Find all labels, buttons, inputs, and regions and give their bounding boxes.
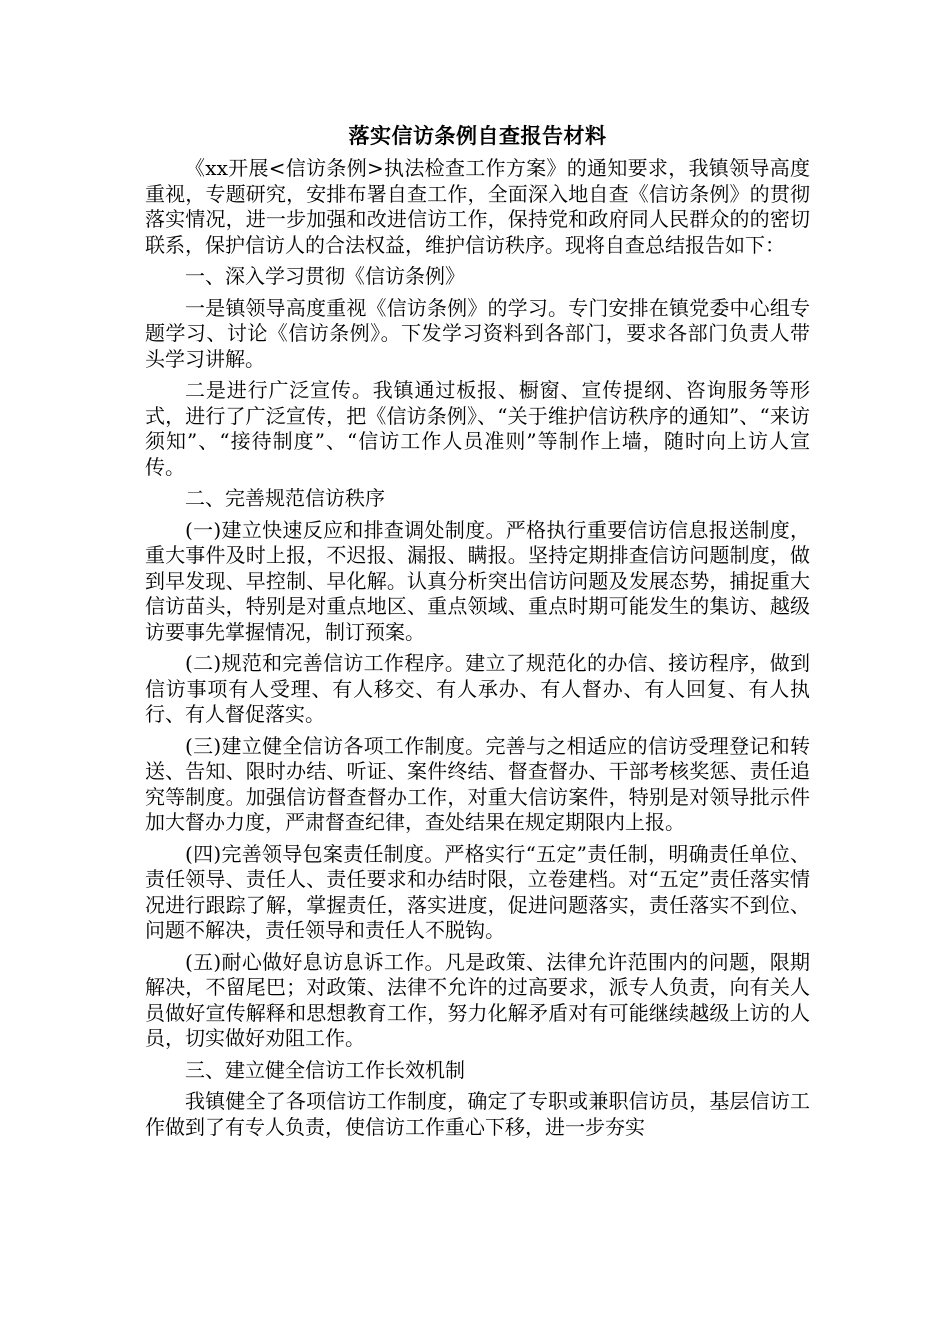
section-3-paragraph-1: 我镇健全了各项信访工作制度，确定了专职或兼职信访员，基层信访工作做到了有专人负责，使信访工作重心下移，进一步夯实 (145, 1089, 810, 1139)
section-2-paragraph-1: (一)建立快速反应和排查调处制度。严格执行重要信访信息报送制度，重大事件及时上报，不迟报、漏报、瞒报。坚持定期排查信访问题制度，做到早发现、早控制、早化解。认真分析突出信访问题及发展态势，捕捉重大信访苗头，特别是对重点地区、重点领域、重点时期可能发生的集访、越级访要事先掌握情况，制订预案。 (145, 517, 810, 644)
section-2-paragraph-2: (二)规范和完善信访工作程序。建立了规范化的办信、接访程序，做到信访事项有人受理、有人移交、有人承办、有人督办、有人回复、有人执行、有人督促落实。 (145, 651, 810, 726)
section-3-heading: 三、建立健全信访工作长效机制 (185, 1057, 465, 1082)
section-2-paragraph-4: (四)完善领导包案责任制度。严格实行“五定”责任制，明确责任单位、责任领导、责任人、责任要求和办结时限，立卷建档。对“五定”责任落实情况进行跟踪了解，掌握责任，落实进度，促进问题落实，责任落实不到位、问题不解决，责任领导和责任人不脱钩。 (145, 841, 810, 942)
section-1-heading: 一、深入学习贯彻《信访条例》 (185, 264, 465, 288)
document-title: 落实信访条例自查报告材料 (348, 123, 607, 148)
section-1-paragraph-1: 一是镇领导高度重视《信访条例》的学习。专门安排在镇党委中心组专题学习、讨论《信访条例》。下发学习资料到各部门，要求各部门负责人带头学习讲解。 (145, 295, 810, 371)
section-1-paragraph-2: 二是进行广泛宣传。我镇通过板报、橱窗、宣传提纲、咨询服务等形式，进行了广泛宣传，把《信访条例》、“关于维护信访秩序的通知”、“来访须知”、“接待制度”、“信访工作人员准则”等制作上墙，随时向上访人宣传。 (145, 378, 810, 479)
section-2-paragraph-3: (三)建立健全信访各项工作制度。完善与之相适应的信访受理登记和转送、告知、限时办结、听证、案件终结、督查督办、干部考核奖惩、责任追究等制度。加强信访督查督办工作，对重大信访案件，特别是对领导批示件加大督办力度，严肃督查纪律，查处结果在规定期限内上报。 (145, 733, 810, 834)
section-2-heading: 二、完善规范信访秩序 (185, 486, 385, 510)
intro-paragraph: 《xx开展<信访条例>执法检查工作方案》的通知要求，我镇领导高度重视，专题研究，安排布署自查工作，全面深入地自查《信访条例》的贯彻落实情况，进一步加强和改进信访工作，保持党和政府同人民群众的的密切联系，保护信访人的合法权益，维护信访秩序。现将自查总结报告如下： (145, 156, 810, 257)
document-page (145, 118, 810, 1146)
section-2-paragraph-5: (五)耐心做好息访息诉工作。凡是政策、法律允许范围内的问题，限期解决，不留尾巴；对政策、法律不允许的过高要求，派专人负责，向有关人员做好宣传解释和思想教育工作，努力化解矛盾对有可能继续越级上访的人员，切实做好劝阻工作。 (145, 949, 810, 1050)
